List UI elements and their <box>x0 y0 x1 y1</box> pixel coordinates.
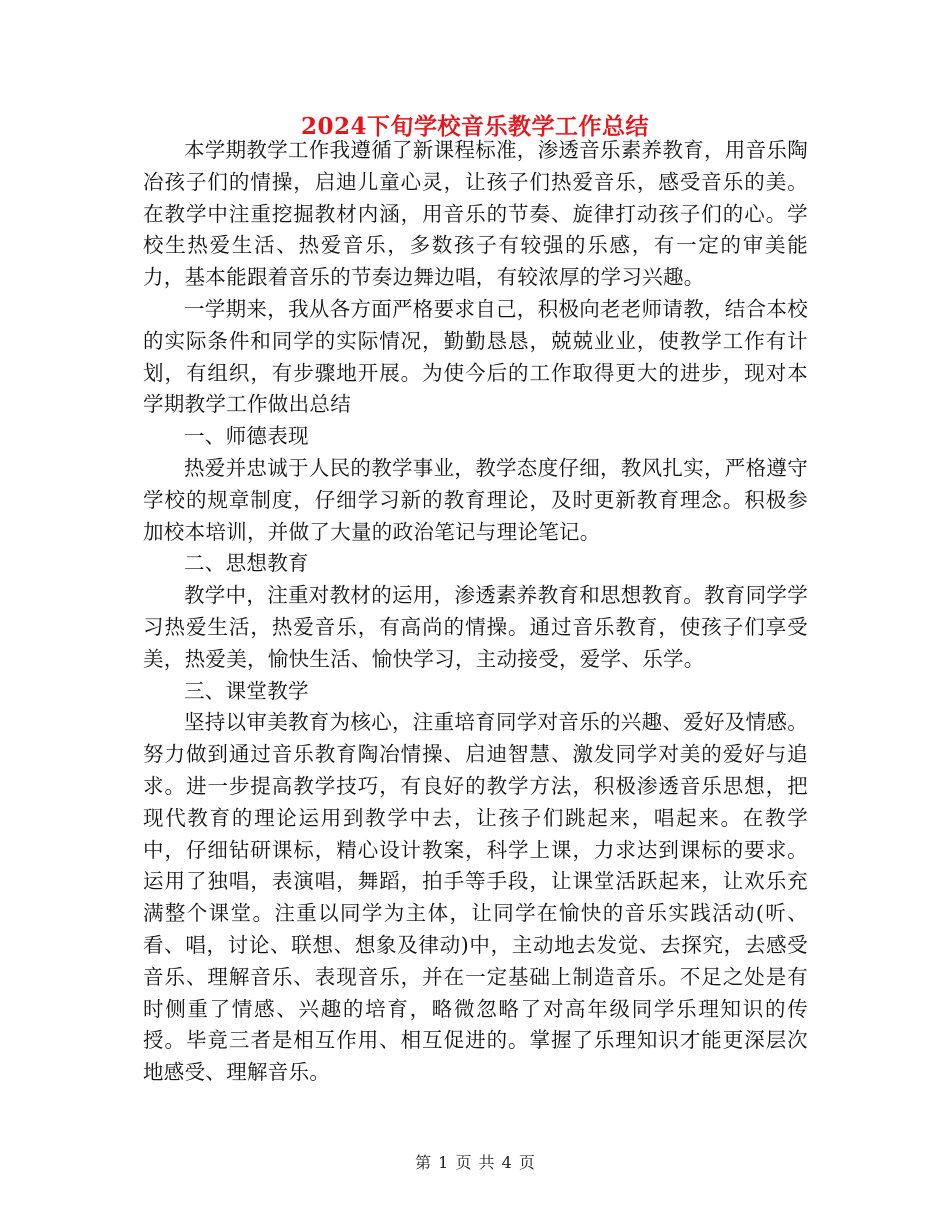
section-heading-ethics: 一、师德表现 <box>184 424 309 449</box>
page-footer: 第 1 页 共 4 页 <box>415 1153 535 1172</box>
paragraph-ideology: 教学中，注重对教材的运用，渗透素养教育和思想教育。教育同学学习热爱生活，热爱音乐，有高尚的情操。通过音乐教育，使孩子们享受美，热爱美，愉快生活、愉快学习，主动接受，爱学、乐学。 <box>143 583 808 671</box>
paragraph-overview: 一学期来，我从各方面严格要求自己，积极向老老师请教，结合本校的实际条件和同学的实际情况，勤勤恳恳，兢兢业业，使教学工作有计划，有组织，有步骤地开展。为使今后的工作取得更大的进步，现对本学期教学工作做出总结 <box>143 296 808 417</box>
paragraph-classroom: 坚持以审美教育为核心，注重培育同学对音乐的兴趣、爱好及情感。努力做到通过音乐教育陶冶情操、启迪智慧、激发同学对美的爱好与追求。进一步提高教学技巧，有良好的教学方法，积极渗透音乐思想，把现代教育的理论运用到教学中去，让孩子们跳起来，唱起来。在教学中，仔细钻研课标，精心设计教案，科学上课，力求达到课标的要求。运用了独唱，表演唱，舞蹈，拍手等手段，让课堂活跃起来，让欢乐充满整个课堂。注重以同学为主体，让同学在愉快的音乐实践活动(听、看、唱，讨论、联想、想象及律动)中，主动地去发觉、去探究，去感受音乐、理解音乐、表现音乐，并在一定基础上制造音乐。不足之处是有时侧重了情感、兴趣的培育，略微忽略了对高年级同学乐理知识的传授。毕竟三者是相互作用、相互促进的。掌握了乐理知识才能更深层次地感受、理解音乐。 <box>143 710 808 1085</box>
section-heading-ideology: 二、思想教育 <box>184 551 309 576</box>
section-heading-classroom: 三、课堂教学 <box>184 678 309 703</box>
document-body <box>143 135 808 1089</box>
paragraph-intro: 本学期教学工作我遵循了新课程标准，渗透音乐素养教育，用音乐陶冶孩子们的情操，启迪儿童心灵，让孩子们热爱音乐，感受音乐的美。在教学中注重挖掘教材内涵，用音乐的节奏、旋律打动孩子们的心。学校生热爱生活、热爱音乐，多数孩子有较强的乐感，有一定的审美能力，基本能跟着音乐的节奏边舞边唱，有较浓厚的学习兴趣。 <box>143 138 808 290</box>
document-title: 2024下旬学校音乐教学工作总结 <box>300 113 649 140</box>
paragraph-ethics: 热爱并忠诚于人民的教学事业，教学态度仔细，教风扎实，严格遵守学校的规章制度，仔细学习新的教育理论，及时更新教育理念。积极参加校本培训，并做了大量的政治笔记与理论笔记。 <box>143 455 808 544</box>
